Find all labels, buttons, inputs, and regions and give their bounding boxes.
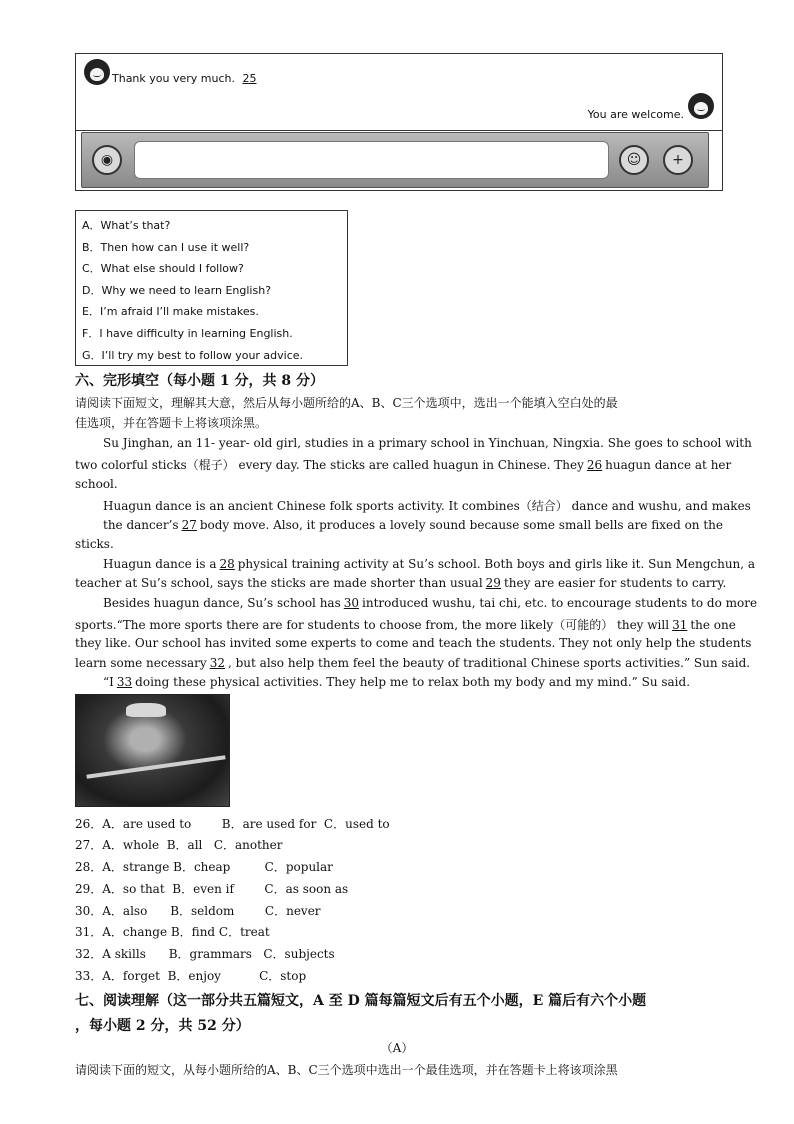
chat-message-right xyxy=(588,90,714,121)
message-input[interactable] xyxy=(134,141,609,179)
option-item: B．Then how can I use it well? xyxy=(82,240,250,254)
emoji-icon[interactable]: ☺ xyxy=(619,145,649,175)
passage-line: learn some necessary 32 , but also help them feel the beauty of traditional Chinese sports activities.” Sun said. xyxy=(75,656,751,670)
huagun-dance-photo xyxy=(75,694,230,807)
choice-line: 26．A．are used to B．are used for C．used to xyxy=(75,817,390,831)
plus-icon[interactable]: + xyxy=(663,145,693,175)
passage-line: Besides huagun dance, Su’s school has 30 introduced wushu, tai chi, etc. to encourage students to do more xyxy=(103,596,758,610)
choice-line: 30．A．also B．seldom C．never xyxy=(75,904,321,918)
chat-message-left xyxy=(84,58,261,85)
choice-line: 33．A．forget B．enjoy C．stop xyxy=(75,969,307,983)
option-item: C．What else should I follow? xyxy=(82,262,244,276)
avatar-icon xyxy=(84,59,110,85)
chat-window xyxy=(75,53,723,191)
chat-message-area xyxy=(76,54,722,131)
choice-line: 29．A．so that B．even if C．as soon as xyxy=(75,882,349,896)
section7-title: ，每小题 2 分，共 52 分） xyxy=(75,1018,250,1034)
section7-instruction: 请阅读下面的短文，从每小题所给的A、B、C三个选项中选出一个最佳选项，并在答题卡上将该项涂黑 xyxy=(75,1063,618,1077)
blank-26: 26 xyxy=(586,458,603,472)
blank-30: 30 xyxy=(343,596,360,610)
passage-line: the dancer’s 27 body move. Also, it produces a lovely sound because some small bells are fixed on the xyxy=(103,518,724,532)
passage-line: sticks. xyxy=(75,537,114,551)
choice-line: 27．A．whole B．all C．another xyxy=(75,838,283,852)
blank-27: 27 xyxy=(181,518,197,532)
options-box xyxy=(75,210,348,366)
part-label: （A） xyxy=(380,1041,414,1055)
blank-31: 31 xyxy=(672,618,688,632)
option-item: G．I’ll try my best to follow your advice. xyxy=(82,348,304,362)
passage-line: school. xyxy=(75,477,118,491)
chat-blank-25: 25 xyxy=(242,72,257,85)
option-item: F．I have difficulty in learning English. xyxy=(82,326,293,340)
avatar-icon xyxy=(688,93,714,119)
section6-title: 六、完形填空（每小题 1 分，共 8 分） xyxy=(75,373,324,389)
blank-33: 33 xyxy=(116,675,133,689)
section6-instruction: 请阅读下面短文，理解其大意，然后从每小题所给的A、B、C三个选项中，选出一个能填入空白处的最 xyxy=(75,396,618,410)
blank-28: 28 xyxy=(219,557,235,571)
choice-line: 28．A．strange B．cheap C．popular xyxy=(75,860,333,874)
choice-line: 31．A．change B．find C．treat xyxy=(75,925,270,939)
passage-line: Huagun dance is an ancient Chinese folk sports activity. It combines（结合） dance and wushu, and makes xyxy=(103,499,751,513)
passage-line: Su Jinghan, an 11- year- old girl, studies in a primary school in Yinchuan, Ningxia. She goes to school with xyxy=(103,436,752,450)
section7-title: 七、阅读理解（这一部分共五篇短文，A 至 D 篇每篇短文后有五个小题，E 篇后有六个小题 xyxy=(75,993,647,1009)
passage-line: sports.“The more sports there are for students to choose from, the more likely（可能的） they will 31 the one xyxy=(75,618,736,632)
blank-32: 32 xyxy=(209,656,225,670)
passage-line: “I 33 doing these physical activities. They help me to relax both my body and my mind.” Su said. xyxy=(103,675,691,689)
chat-left-text: Thank you very much. xyxy=(112,72,235,85)
choice-line: 32．A skills B．grammars C．subjects xyxy=(75,947,335,961)
passage-line: two colorful sticks（棍子） every day. The sticks are called huagun in Chinese. They 26 huagun dance at her xyxy=(75,458,732,472)
option-item: E．I’m afraid I’ll make mistakes. xyxy=(82,305,259,319)
option-item: A．What’s that? xyxy=(82,219,171,232)
blank-29: 29 xyxy=(485,576,501,590)
passage-line: Huagun dance is a 28 physical training activity at Su’s school. Both boys and girls like it. Sun Mengchun, a xyxy=(103,557,756,571)
section6-instruction: 佳选项，并在答题卡上将该项涂黑。 xyxy=(75,416,268,430)
passage-line: teacher at Su’s school, says the sticks are made shorter than usual 29 they are easier for students to carry. xyxy=(75,576,727,590)
voice-icon[interactable]: ◉ xyxy=(92,145,122,175)
chat-input-bar xyxy=(81,132,709,188)
option-item: D．Why we need to learn English? xyxy=(82,283,272,297)
passage-line: they like. Our school has invited some experts to come and teach the students. They not only help the students xyxy=(75,636,752,650)
chat-right-text: You are welcome. xyxy=(587,108,684,121)
